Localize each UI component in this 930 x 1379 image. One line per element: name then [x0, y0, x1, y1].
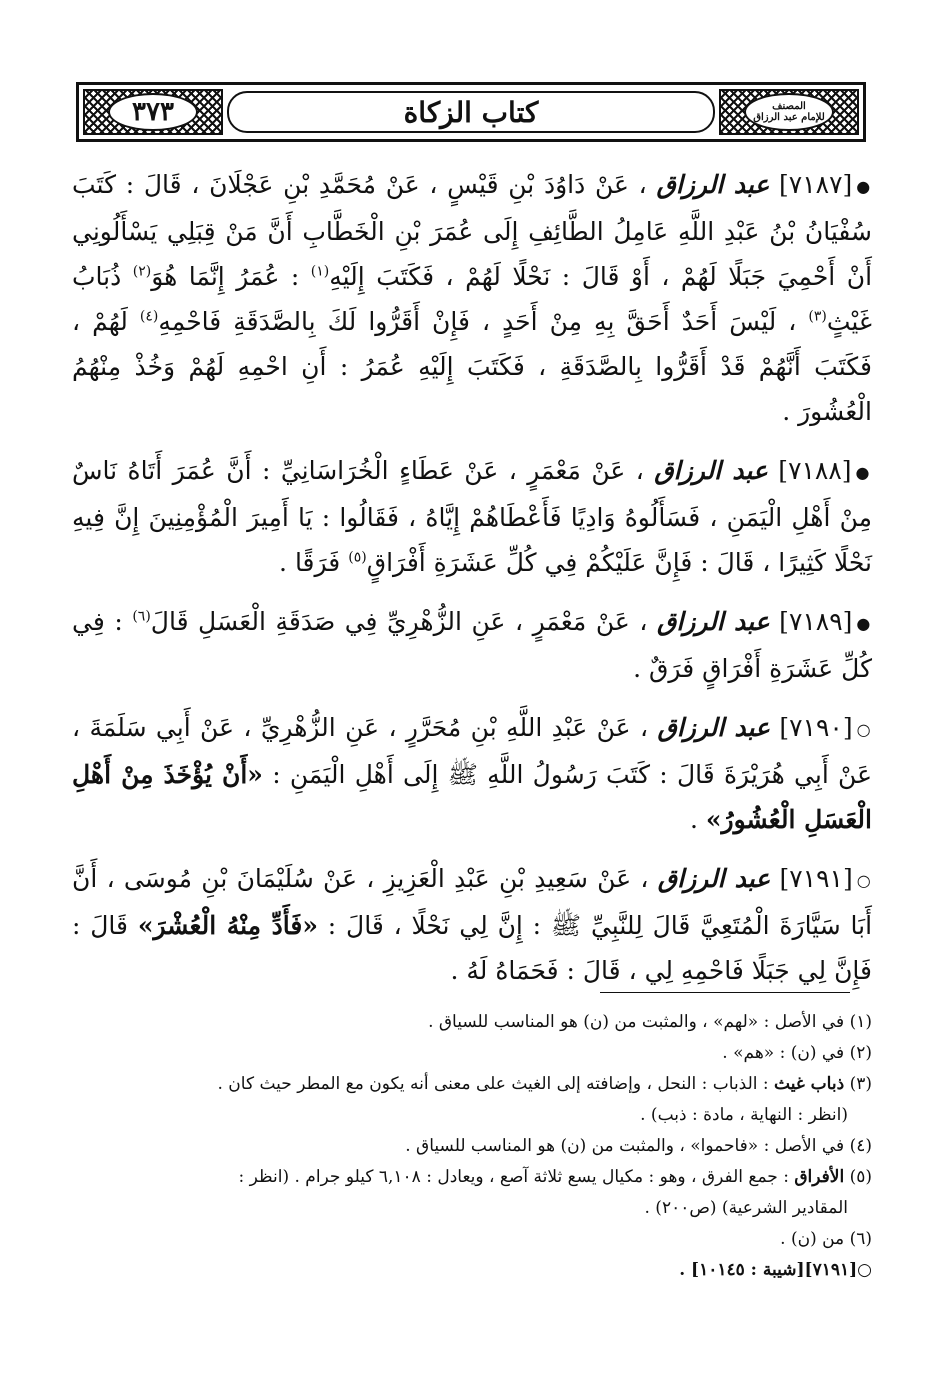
footnote-number: (٥) [849, 1167, 872, 1187]
footnote-number: (٤) [849, 1136, 872, 1156]
footnote-ref: (٥) [348, 549, 367, 566]
hadith-text: لَهُمْ ، فَكَتَبَ أَنَّهُمْ قَدْ أَقَرُّوا بِالصَّدَقَةِ ، فَكَتَبَ إِلَيْهِ عُمَرُ : أَنِ احْمِهِ لَهُمْ وَخُذْ مِنْهُمُ الْعُشُورَ . [72, 307, 872, 426]
hadith-marker: ● [855, 463, 873, 482]
footnote-term: ذباب غيث [774, 1074, 845, 1094]
hadith-number: [٧١٨٧] [779, 170, 853, 199]
hadith-number: [٧١٩١] [779, 864, 853, 893]
footnote-1 [72, 1007, 872, 1038]
hadith-text: ، عَنْ مَعْمَرٍ ، عَنِ الزُّهْرِيِّ فِي صَدَقَةِ الْعَسَلِ قَالَ [150, 607, 648, 636]
hadith-text: ، عَنْ مَعْمَرٍ ، عَنْ عَطَاءٍ الْخُرَاسَانِيِّ : أَنَّ عُمَرَ أَتَاهُ نَاسٌ مِنْ أَهْلِ الْيَمَنِ ، فَسَأَلُوهُ وَادِيًا فَأَعْطَاهُمْ إِيَّاهُ ، فَقَالُوا : يَا أَمِيرَ الْمُؤْمِنِينَ إِنَّ فِيهِ نَحْلًا كَثِيرًا ، قَالَ : فَإِنَّ عَلَيْكُمْ فِي كُلِّ عَشَرَةِ أَفْرَاقٍ [72, 456, 872, 577]
footnotes [72, 1007, 872, 1286]
hadith-text: قَالَ : فَإِنَّ لِي جَبَلًا فَاحْمِهِ لِي ، قَالَ : فَحَمَاهُ لَهُ . [72, 911, 872, 985]
footnote-number: (٢) [849, 1043, 872, 1063]
footnote-text: في الأصل : «لهم» ، والمثبت من (ن) هو المناسب للسياق . [428, 1012, 845, 1032]
footnote-2 [72, 1038, 872, 1069]
hadith-text: . [689, 805, 698, 834]
footnote-text: من (ن) . [780, 1229, 845, 1249]
prophetic-quote: «أَنْ يُؤْخَذَ مِنْ أَهْلِ الْعَسَلِ الْعُشُورُ» [72, 760, 872, 834]
book-seal [753, 101, 825, 123]
footnote-text: : جمع الفرق ، وهو : مكيال يسع ثلاثة آصع ، ويعادل : ٦,١٠٨ كيلو جرام . (انظر : [238, 1167, 789, 1187]
hadith-text: ، لَيْسَ أَحَدٌ أَحَقَّ بِهِ مِنْ أَحَدٍ ، فَإِنْ أَقَرُّوا لَكَ بِالصَّدَقَةِ فَاحْمِهِ [158, 307, 797, 336]
footnote-text: المقادير الشرعية) (ص٢٠٠) . [644, 1198, 848, 1218]
footnote-text: (انظر : النهاية ، مادة : ذبب) . [640, 1105, 848, 1125]
footnote-term: الأفراق [794, 1167, 845, 1187]
footnote-text: في الأصل : «فاحموا» ، والمثبت من (ن) هو المناسب للسياق . [405, 1136, 845, 1156]
hadith-number: [٧١٩٠] [779, 713, 853, 742]
hadith-narrator: عبد الرزاق [654, 456, 768, 485]
footnote-text: : الذباب : النحل ، وإضافته إلى الغيث على معنى أنه يكون مع المطر حيث كان . [217, 1074, 769, 1094]
page-header [76, 82, 866, 142]
footnote-ref: (٦) [132, 608, 151, 625]
page-number: ٣٧٣ [132, 97, 174, 127]
footnote-4 [72, 1131, 872, 1162]
footnote-5-continuation [72, 1193, 872, 1224]
source-note-marker: ○ [857, 1260, 872, 1280]
footnote-3 [72, 1069, 872, 1100]
ornament-frame-right [719, 89, 859, 135]
footnote-number: (٦) [849, 1229, 872, 1249]
hadith-narrator: عبد الرزاق [657, 864, 771, 893]
hadith-marker: ● [856, 614, 872, 633]
hadith-number: [٧١٨٩] [779, 607, 853, 636]
hadith-number: [٧١٨٨] [778, 456, 852, 485]
hadith-7189 [72, 599, 872, 691]
hadith-marker: ● [856, 177, 873, 196]
seal-line-2: للإمام عبد الرزاق [753, 112, 825, 123]
prophetic-quote: «فَأَدِّ مِنْهُ الْعُشْرَ» [137, 911, 318, 940]
page-number-oval [108, 93, 198, 131]
source-note-text: [٧١٩١][شيبة : ١٠١٤٥] . [679, 1260, 858, 1280]
footnote-text: في (ن) : «هم» . [722, 1043, 845, 1063]
hadith-marker: ○ [856, 720, 872, 739]
ornament-frame-left [83, 89, 223, 135]
footnote-5 [72, 1162, 872, 1193]
hadith-narrator: عبد الرزاق [656, 170, 770, 199]
hadith-text: ذُبَابُ غَيْثٍ [72, 262, 872, 336]
footnote-ref: (١) [310, 263, 330, 280]
footnote-ref: (٢) [132, 263, 152, 280]
hadith-narrator: عبد الرزاق [656, 607, 770, 636]
hadith-text: ، عَنْ عَبْدِ اللَّهِ بْنِ مُحَرَّرٍ ، عَنِ الزُّهْرِيِّ ، عَنْ أَبِي سَلَمَةَ ، عَنْ أَبِي هُرَيْرَةَ قَالَ : كَتَبَ رَسُولُ اللَّهِ ﷺ إِلَى أَهْلِ الْيَمَنِ : [72, 713, 872, 789]
footnote-6 [72, 1224, 872, 1255]
footnote-number: (١) [849, 1012, 872, 1032]
hadith-text: ، عَنْ سَعِيدِ بْنِ عَبْدِ الْعَزِيزِ ، عَنْ سُلَيْمَانَ بْنِ مُوسَى ، أَنَّ أَبَا سَيَّارَةَ الْمُتَعِيَّ قَالَ لِلنَّبِيِّ ﷺ : إِنَّ لِي نَحْلًا ، قَالَ : [72, 864, 873, 940]
footnote-number: (٣) [849, 1074, 872, 1094]
footnote-ref: (٣) [808, 308, 827, 325]
footnote-ref: (٤) [139, 308, 159, 325]
footnote-divider [600, 992, 850, 993]
footnote-3-continuation [72, 1100, 872, 1131]
hadith-7191 [72, 856, 872, 993]
main-text [72, 162, 872, 1007]
hadith-text: ، عَنْ دَاوُدَ بْنِ قَيْسٍ ، عَنْ مُحَمَّدِ بْنِ عَجْلَانَ ، قَالَ : كَتَبَ سُفْيَانُ بْنُ عَبْدِ اللَّهِ عَامِلُ الطَّائِفِ إِلَى عُمَرَ بْنِ الْخَطَّابِ أَنَّ مَنْ قِبَلِي يَسْأَلُونِي أَنْ أَحْمِيَ جَبَلًا لَهُمْ ، أَوْ قَالَ : نَحْلًا لَهُمْ ، فَكَتَبَ إِلَيْهِ [72, 170, 873, 291]
chapter-title-box [227, 91, 715, 133]
hadith-7190 [72, 705, 872, 842]
source-note [72, 1255, 872, 1286]
hadith-marker: ○ [856, 871, 872, 890]
hadith-7187 [72, 162, 872, 434]
hadith-text: : عُمَرُ إِنَّمَا هُوَ [151, 262, 300, 291]
hadith-text: فَرَقًا . [279, 548, 341, 577]
hadith-text: : فِي كُلِّ عَشَرَةِ أَفْرَاقٍ فَرَقٌ . [72, 607, 872, 683]
hadith-narrator: عبد الرزاق [657, 713, 770, 742]
chapter-title: كتاب الزكاة [403, 95, 539, 129]
hadith-7188 [72, 448, 872, 585]
seal-line-1: المصنف [772, 101, 806, 112]
seal-oval [744, 93, 834, 131]
